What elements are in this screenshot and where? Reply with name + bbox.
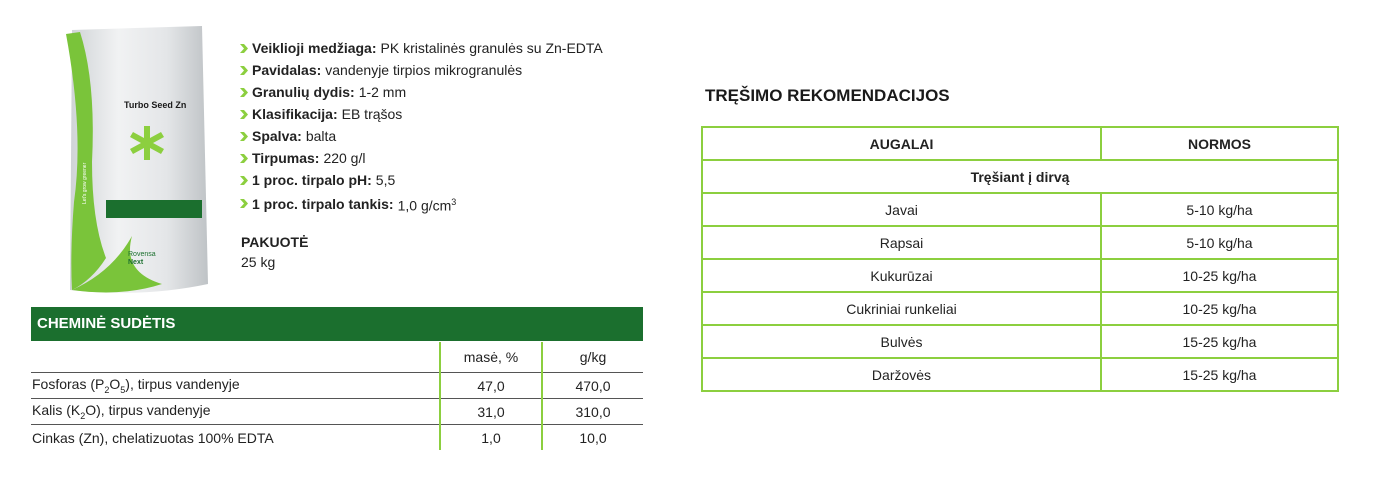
package-info	[241, 232, 308, 272]
bag-side-text: Let's grow greener	[82, 162, 88, 204]
spec-row	[240, 103, 603, 125]
chemical-composition-table	[31, 342, 643, 450]
spec-row	[240, 147, 603, 169]
chevron-right-icon	[240, 44, 248, 53]
spec-label: Spalva:	[252, 128, 302, 144]
spec-label: 1 proc. tirpalo tankis:	[252, 195, 394, 212]
chevron-right-icon	[240, 199, 248, 208]
table-header-row	[702, 127, 1338, 160]
bag-brand-line1: Rovensa	[128, 251, 156, 258]
component-name: Kalis $(K_2O)$, tirpus vandenyje	[31, 399, 440, 425]
recommendations-table	[701, 126, 1339, 392]
spec-value: PK kristalinės granulės su Zn-EDTA	[380, 40, 603, 56]
bag-brand-line2: Next	[128, 259, 144, 266]
spec-value: EB trąšos	[341, 106, 403, 122]
crop-name: Daržovės	[702, 358, 1101, 391]
application-rate: 15-25 kg/ha	[1101, 325, 1338, 358]
crop-name: Javai	[702, 193, 1101, 226]
spec-value: 5,5	[375, 172, 396, 188]
spec-value: 220 g/l	[323, 150, 366, 166]
table-row	[31, 373, 643, 399]
grams-per-kg: 470,0	[542, 373, 643, 399]
table-row	[31, 399, 643, 425]
table-row	[702, 358, 1338, 391]
spec-label: Granulių dydis:	[252, 84, 355, 100]
column-header-crops: AUGALAI	[702, 127, 1101, 160]
table-row	[702, 292, 1338, 325]
spec-value: vandenyje tirpios mikrogranulės	[325, 62, 523, 78]
spec-row	[240, 169, 603, 191]
spec-row	[240, 37, 603, 59]
table-row	[702, 226, 1338, 259]
spec-row	[240, 191, 603, 217]
package-value: 25 kg	[241, 254, 276, 270]
spec-label: Klasifikacija:	[252, 106, 338, 122]
spec-row	[240, 125, 603, 147]
application-rate: 15-25 kg/ha	[1101, 358, 1338, 391]
application-rate: 10-25 kg/ha	[1101, 259, 1338, 292]
spec-label: Pavidalas:	[252, 62, 322, 78]
crop-name: Rapsai	[702, 226, 1101, 259]
spec-label: Veiklioji medžiaga:	[252, 40, 377, 56]
chevron-right-icon	[240, 132, 248, 141]
column-header-mass: masė, %	[440, 342, 542, 373]
spec-label: Tirpumas:	[252, 150, 320, 166]
table-row	[702, 325, 1338, 358]
table-row	[702, 193, 1338, 226]
table-cell	[31, 342, 440, 373]
product-specs	[240, 37, 603, 217]
application-rate: 5-10 kg/ha	[1101, 193, 1338, 226]
table-row	[702, 259, 1338, 292]
mass-percent: 1,0	[440, 425, 542, 451]
section-label: Tręšiant į dirvą	[702, 160, 1338, 193]
chevron-right-icon	[240, 110, 248, 119]
mass-percent: 47,0	[440, 373, 542, 399]
crop-name: Kukurūzai	[702, 259, 1101, 292]
chevron-right-icon	[240, 154, 248, 163]
grams-per-kg: 10,0	[542, 425, 643, 451]
bag-product-name: Turbo Seed Zn	[124, 100, 187, 110]
component-name: Fosforas $(P_2O_5)$, tirpus vandenyje	[31, 373, 440, 399]
spec-label: 1 proc. tirpalo pH:	[252, 172, 372, 188]
table-row	[31, 425, 643, 451]
grams-per-kg: 310,0	[542, 399, 643, 425]
component-name: Cinkas (Zn), chelatizuotas 100% EDTA	[31, 425, 440, 451]
crop-name: Bulvės	[702, 325, 1101, 358]
spec-value: balta	[305, 128, 337, 144]
application-rate: 5-10 kg/ha	[1101, 226, 1338, 259]
spec-row	[240, 59, 603, 81]
crop-name: Cukriniai runkeliai	[702, 292, 1101, 325]
spec-row	[240, 81, 603, 103]
spec-value: 1-2 mm	[358, 84, 407, 100]
mass-percent: 31,0	[440, 399, 542, 425]
table-header-row	[31, 342, 643, 373]
chevron-right-icon	[240, 66, 248, 75]
column-header-rates: NORMOS	[1101, 127, 1338, 160]
chevron-right-icon	[240, 176, 248, 185]
column-header-gkg: g/kg	[542, 342, 643, 373]
package-heading: PAKUOTĖ	[241, 234, 309, 250]
application-rate: 10-25 kg/ha	[1101, 292, 1338, 325]
product-bag-image	[62, 22, 212, 300]
table-section-row	[702, 160, 1338, 193]
spec-value: 1,0 $g/cm^3$	[397, 197, 457, 214]
chemical-composition-title: CHEMINĖ SUDĖTIS	[31, 307, 643, 341]
recommendations-title: TRĘŠIMO REKOMENDACIJOS	[705, 86, 950, 105]
chevron-right-icon	[240, 88, 248, 97]
